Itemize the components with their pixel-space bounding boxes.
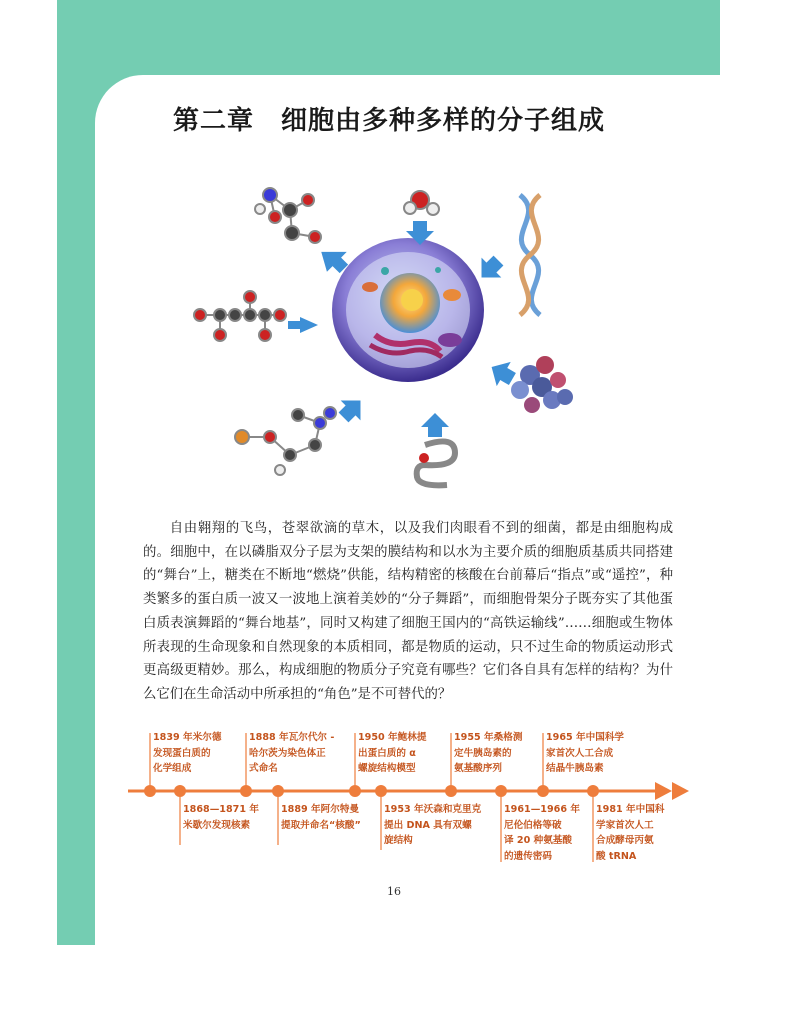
event-line: 提出 DNA 具有双螺 xyxy=(384,819,472,831)
event-line: 1955 年桑格测 xyxy=(454,732,523,743)
event-line: 1953 年沃森和克里克 xyxy=(384,804,482,815)
event-line: 尼伦伯格等破 xyxy=(504,819,562,831)
cell-image xyxy=(332,238,484,382)
event-line: 化学组成 xyxy=(153,763,192,774)
event-line: 1950 年鲍林提 xyxy=(358,732,427,743)
timeline-event xyxy=(454,730,522,777)
dna-helix-model xyxy=(520,195,540,315)
timeline-event xyxy=(596,802,664,864)
intro-paragraph-text: 自由翱翔的飞鸟，苍翠欲滴的草木，以及我们肉眼看不到的细菌，都是由细胞构成的。细胞中，在以磷脂双分子层为支架的膜结构和以水为主要介质的细胞质基质共同搭建的“舞台”上，糖类在不断地“燃烧”供能，结构精密的核酸在台前幕后“指点”或“遥控”，种类繁多的蛋白质一波又一波地上演着美妙的“分子舞蹈”，而细胞骨架分子既夯实了其他蛋白质表演舞蹈的“舞台地基”，同时又构建了细胞王国内的“高铁运输线”……细胞或生物体所表现的生命现象和自然现象的本质相同，都是物质的运动，只不过生命的物质运动形式更高级更精妙。那么，构成细胞的物质分子究竟有哪些？它们各自具有怎样的结构？为什么它们在生命活动中所承担的“角色”是不可替代的？ xyxy=(143,521,673,702)
event-line: 合成酵母丙氨 xyxy=(596,835,654,846)
event-line: 家首次人工合成 xyxy=(546,747,614,759)
event-line: 酸 tRNA xyxy=(596,850,637,862)
event-line: 1888 年瓦尔代尔 - xyxy=(249,732,335,743)
timeline-event xyxy=(183,802,259,833)
event-line: 出蛋白质的 α xyxy=(358,747,416,759)
event-line: 米歇尔发现核素 xyxy=(183,819,251,831)
event-line: 1868—1871 年 xyxy=(183,804,259,815)
chapter-title: 第二章 细胞由多种多样的分子组成 xyxy=(173,106,606,136)
timeline-event xyxy=(281,802,361,833)
event-line: 1961—1966 年 xyxy=(504,804,580,815)
event-line: 1839 年米尔德 xyxy=(153,732,222,743)
event-line: 1981 年中国科 xyxy=(596,804,665,815)
protein-model xyxy=(511,356,573,413)
timeline-event xyxy=(546,730,624,777)
timeline-event xyxy=(249,730,334,777)
event-line: 学家首次人工 xyxy=(596,819,654,831)
timeline-event xyxy=(153,730,221,777)
event-line: 提取并命名“核酸” xyxy=(281,819,361,831)
event-line: 螺旋结构模型 xyxy=(358,763,416,774)
lipid-model xyxy=(417,441,455,485)
event-line: 的遗传密码 xyxy=(504,850,552,862)
cell-molecules-illustration xyxy=(180,175,580,495)
event-line: 定牛胰岛素的 xyxy=(454,747,512,759)
page-number: 16 xyxy=(387,885,401,898)
event-line: 结晶牛胰岛素 xyxy=(546,763,604,774)
event-line: 译 20 种氨基酸 xyxy=(504,835,572,846)
timeline-event xyxy=(504,802,580,864)
event-line: 发现蛋白质的 xyxy=(153,747,211,759)
event-line: 旋结构 xyxy=(384,835,413,846)
intro-paragraph xyxy=(143,517,673,707)
event-line: 氨基酸序列 xyxy=(454,763,502,774)
timeline-event xyxy=(358,730,426,777)
event-line: 式命名 xyxy=(249,763,278,774)
timeline-event xyxy=(384,802,481,849)
event-line: 1889 年阿尔特曼 xyxy=(281,804,360,815)
event-line: 1965 年中国科学 xyxy=(546,732,625,743)
event-line: 哈尔茨为染色体正 xyxy=(249,747,326,759)
